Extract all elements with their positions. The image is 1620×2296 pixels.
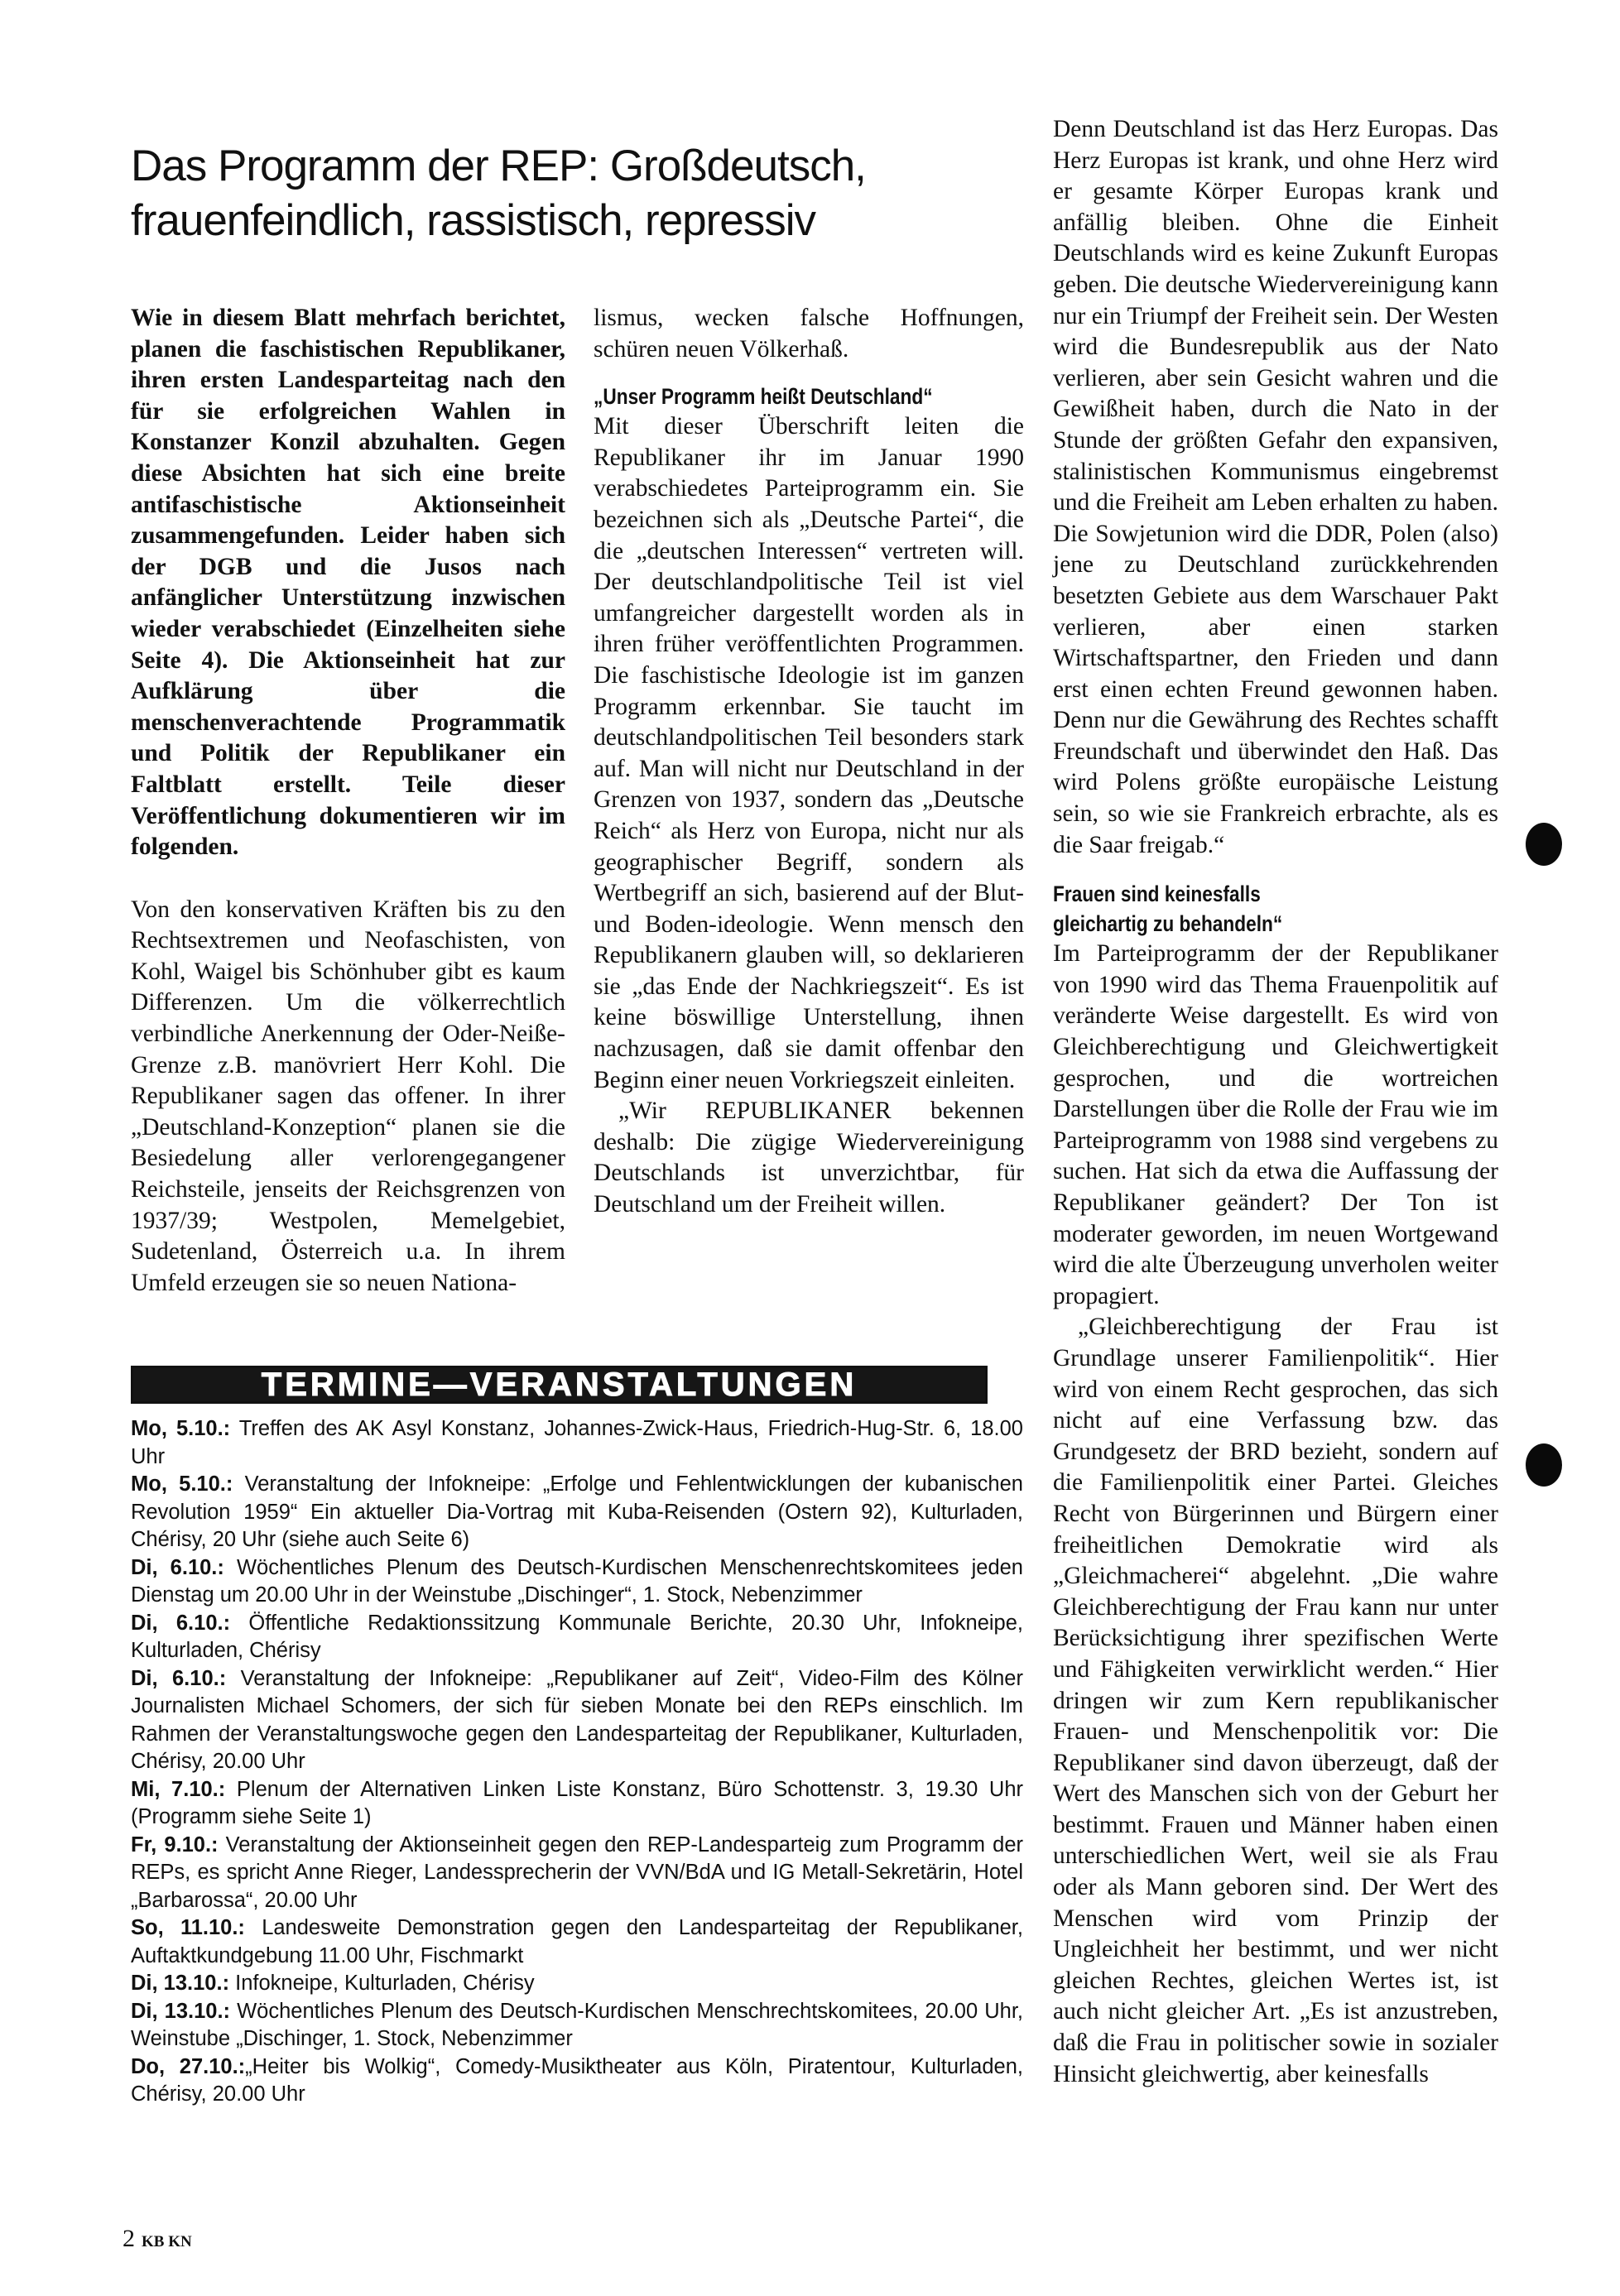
event-date: Di, 6.10.: bbox=[131, 1611, 231, 1635]
event-item bbox=[131, 1998, 1023, 2053]
body-paragraph: „Gleichberechtigung der Frau ist Grundlage unserer Familienpolitik“. Hier wird von einem Recht gesprochen, das sich nicht auf eine Verfassung bzw. das Grundgesetz der BRD bezieht, sondern auf die Familienpolitik einer Partei. Gleiches Recht von Bürgerinnen und Bürgern einer freiheitlichen Demokratie wird als „Gleichmacherei“ abgelehnt. „Die wahre Gleichberechtigung der Frau kann nur unter Berücksichtigung ihrer spezifischen Werte und Fähigkeiten verwirklicht werden.“ Hier dringen wir zum Kern republikanischer Frauen- und Menschenpolitik vor: Die Republikaner sind davon überzeugt, daß der Wert des Manschen sich von der Geburt her bestimmt. Frauen und Männer haben einen unterschiedlichen Wert, weil sie als Frau oder als Mann geboren sind. Der Wert des Menschen wird vom Prinzip der Ungleichheit her bestimmt, und wer nicht gleichen Rechtes, gleichen Wertes ist, ist auch nicht gleicher Art. „Es ist anzustreben, daß die Frau in politischer sowie in sozialer Hinsicht gleichwertig, aber keinesfalls bbox=[1053, 1314, 1498, 2087]
event-item bbox=[131, 1471, 1023, 1554]
body-paragraph: Mit dieser Überschrift leiten die Republikaner ihr im Januar 1990 verabschiedetes Parteiprogramm ein. Sie bezeichnen sich als „Deutsche Partei“, die die „deutschen Interessen“ vertreten will. Der deutschlandpolitische Teil ist viel umfangreicher dargestellt worden als in ihren früher veröffentlichten Programmen. Die faschistische Ideologie ist im ganzen Programm erkennbar. Sie taucht im deutschlandpolitischen Teil besonders stark auf. Man will nicht nur Deutschland in der Grenzen von 1937, sondern das „Deutsche Reich“ als Herz von Europa, nicht nur als geographischer Begriff, sondern als Wertbegriff an sich, basierend auf der Blut- und Boden-ideologie. Wenn mensch den Republikanern glauben will, so deklarieren sie „das Ende der Nachkriegszeit“. Es ist keine böswillige Unterstellung, ihnen nachzusagen, daß sie damit offenbar den Beginn einer neuen Vorkriegszeit einleiten. bbox=[594, 413, 1024, 1093]
events-banner bbox=[131, 1366, 988, 1404]
event-item bbox=[131, 1415, 1023, 1471]
page-number: 2 bbox=[123, 2225, 135, 2252]
event-date: Di, 13.10.: bbox=[131, 1999, 231, 2023]
event-date: Do, 27.10.: bbox=[131, 2054, 246, 2078]
body-paragraph: Von den konservativen Kräften bis zu den Rechtsextremen und Neofaschisten, von Kohl, Waigel bis Schönhuber gibt es kaum Differenzen. Um die völkerrechtlich verbindliche Anerkennung der Oder-Neiße-Grenze z.B. manövriert Herr Kohl. Die Republikaner sagen das offener. In ihrer „Deutschland-Konzeption“ planen sie die Besiedelung aller verlorengegangener Reichsteile, jenseits der Reichsgrenzen von 1937/39; Westpolen, Memelgebiet, Sudetenland, Österreich u.a. In ihrem Umfeld erzeugen sie so neuen Nationa- bbox=[131, 896, 565, 1296]
event-text: Veranstaltung der Aktionseinheit gegen den REP-Landesparteig zum Programm der REPs, es spricht Anne Rieger, Landessprecherin der VVN/BdA und IG Metall-Sekretärin, Hotel „Barbarossa“, 20.00 Uhr bbox=[131, 1832, 1023, 1912]
event-item bbox=[131, 1970, 1023, 1998]
event-date: Mi, 7.10.: bbox=[131, 1777, 226, 1801]
subheading-line-1: Frauen sind keinesfalls bbox=[1053, 881, 1261, 907]
punch-hole-icon bbox=[1526, 1443, 1562, 1487]
section-subheading: „Unser Programm heißt Deutschland“ bbox=[594, 384, 933, 410]
event-item bbox=[131, 2053, 1023, 2109]
article-column-1 bbox=[131, 303, 565, 1299]
event-text: Treffen des AK Asyl Konstanz, Johannes-Zwick-Haus, Friedrich-Hug-Str. 6, 18.00 Uhr bbox=[131, 1417, 1023, 1468]
event-item bbox=[131, 1776, 1023, 1832]
event-text: Wöchentliches Plenum des Deutsch-Kurdischen Menschrechtskomitees, 20.00 Uhr, Weinstube „Dischinger, 1. Stock, Nebenzimmer bbox=[131, 1999, 1023, 2050]
body-paragraph: „Wir REPUBLIKANER bekennen deshalb: Die zügige Wiedervereinigung Deutschlands ist unverzichtbar, für Deutschland um der Freiheit willen. bbox=[594, 1098, 1024, 1218]
event-date: Di, 6.10.: bbox=[131, 1555, 224, 1579]
event-text: Veranstaltung der Infokneipe: „Erfolge und Fehlentwicklungen der kubanischen Revolution 1959“ Ein aktueller Dia-Vortrag mit Kuba-Reisenden (Ostern 92), Kulturladen, Chérisy, 20 Uhr (siehe auch Seite 6) bbox=[131, 1472, 1023, 1551]
events-list bbox=[131, 1415, 1023, 2109]
lead-paragraph: Wie in diesem Blatt mehrfach berichtet, planen die faschistischen Republikaner, ihren ersten Landesparteitag nach den für sie erfolgreichen Wahlen in Konstanzer Konzil abzuhalten. Gegen diese Absichten hat sich eine breite antifaschistische Aktionseinheit zusammengefunden. Leider haben sich der DGB und die Jusos nach anfänglicher Unterstützung inzwischen wieder verabschiedet (Einzelheiten siehe Seite 4). Die Aktionseinheit hat zur Aufklärung über die menschenverachtende Programmatik und Politik der Republikaner ein Faltblatt erstellt. Teile dieser Veröffentlichung dokumentieren wir im folgenden. bbox=[131, 305, 565, 861]
body-paragraph: Im Parteiprogramm der der Republikaner von 1990 wird das Thema Frauenpolitik auf veränderte Weise dargestellt. Es wird von Gleichberechtigung und Gleichwertigkeit gesprochen, und die wortreichen Darstellungen über die Rolle der Frau wie im Parteiprogramm von 1988 sind vergebens zu suchen. Hat sich da etwa die Auffassung der Republikaner geändert? Der Ton ist moderater geworden, im neuen Wortgewand wird die alte Überzeugung unverholen weiter propagiert. bbox=[1053, 940, 1498, 1309]
event-text: Infokneipe, Kulturladen, Chérisy bbox=[229, 1972, 535, 1995]
event-item bbox=[131, 1914, 1023, 1970]
event-item bbox=[131, 1832, 1023, 1915]
event-item bbox=[131, 1554, 1023, 1610]
section-subheading bbox=[1053, 879, 1427, 939]
event-text: Veranstaltung der Infokneipe: „Republikaner auf Zeit“, Video-Film des Kölner Journalisten Michael Schomers, der sich für sieben Monate bei den REPs einschlich. Im Rahmen der Veranstaltungswoche gegen den Landesparteitag der Republikaner, Kulturladen, Chérisy, 20.00 Uhr bbox=[131, 1666, 1023, 1773]
event-item bbox=[131, 1610, 1023, 1665]
event-text: Wöchentliches Plenum des Deutsch-Kurdischen Menschenrechtskomitees jeden Dienstag um 20.00 Uhr in der Weinstube „Dischinger“, 1. Stock, Nebenzimmer bbox=[131, 1555, 1023, 1607]
article-column-3 bbox=[1053, 114, 1498, 2090]
subheading-line-2: gleichartig zu behandeln“ bbox=[1053, 911, 1283, 937]
event-date: Mo, 5.10.: bbox=[131, 1417, 231, 1440]
event-date: Mo, 5.10.: bbox=[131, 1472, 233, 1496]
event-text: „Heiter bis Wolkig“, Comedy-Musiktheater aus Köln, Piratentour, Kulturladen, Chérisy, 20.00 Uhr bbox=[131, 2054, 1023, 2106]
events-banner-title: TERMINE—VERANSTALTUNGEN bbox=[261, 1366, 858, 1403]
event-text: Landesweite Demonstration gegen den Landesparteitag der Republikaner, Auftaktkundgebung 11.00 Uhr, Fischmarkt bbox=[131, 1916, 1023, 1967]
article-headline: Das Programm der REP: Großdeutsch, frauenfeindlich, rassistisch, repressiv bbox=[131, 142, 866, 245]
event-text: Plenum der Alternativen Linken Liste Konstanz, Büro Schottenstr. 3, 19.30 Uhr (Programm siehe Seite 1) bbox=[131, 1777, 1023, 1828]
event-date: So, 11.10.: bbox=[131, 1916, 245, 1939]
event-text: Öffentliche Redaktionssitzung Kommunale Berichte, 20.30 Uhr, Infokneipe, Kulturladen, Chérisy bbox=[131, 1611, 1023, 1662]
page-footer bbox=[123, 2225, 192, 2253]
event-date: Fr, 9.10.: bbox=[131, 1832, 219, 1856]
event-item bbox=[131, 1665, 1023, 1776]
body-paragraph: lismus, wecken falsche Hoffnungen, schüren neuen Völkerhaß. bbox=[594, 305, 1024, 363]
event-date: Di, 13.10.: bbox=[131, 1972, 230, 1995]
punch-hole-icon bbox=[1526, 823, 1562, 866]
event-date: Di, 6.10.: bbox=[131, 1666, 227, 1690]
publication-brand: KB KN bbox=[142, 2233, 192, 2250]
article-column-2 bbox=[594, 303, 1024, 1221]
body-paragraph: Denn Deutschland ist das Herz Europas. Das Herz Europas ist krank, und ohne Herz wird er gesamte Körper Europas krank und anfällig bleiben. Ohne die Einheit Deutschlands wird es keine Zukunft Europas geben. Die deutsche Wiedervereinigung kann nur ein Triumpf der Freiheit sein. Der Westen wird die Bundesrepublik aus der Nato verlieren, aber sein Gesicht wahren und die Gewißheit haben, durch die Nato in der Stunde der größten Gefahr den expansiven, stalinistischen Kommunismus eingebremst und die Freiheit am Leben erhalten zu haben. Die Sowjetunion wird die DDR, Polen (also) jene zu Deutschland zurückkehrenden besetzten Gebiete aus dem Warschauer Pakt verlieren, aber einen starken Wirtschaftspartner, den Frieden und dann erst einen echten Freund gewonnen haben. Denn nur die Gewährung des Rechtes schafft Freundschaft und überwindet den Haß. Das wird Polens größte europäische Leistung sein, so wie sie Frankreich erbrachte, als es die Saar freigab.“ bbox=[1053, 116, 1498, 858]
